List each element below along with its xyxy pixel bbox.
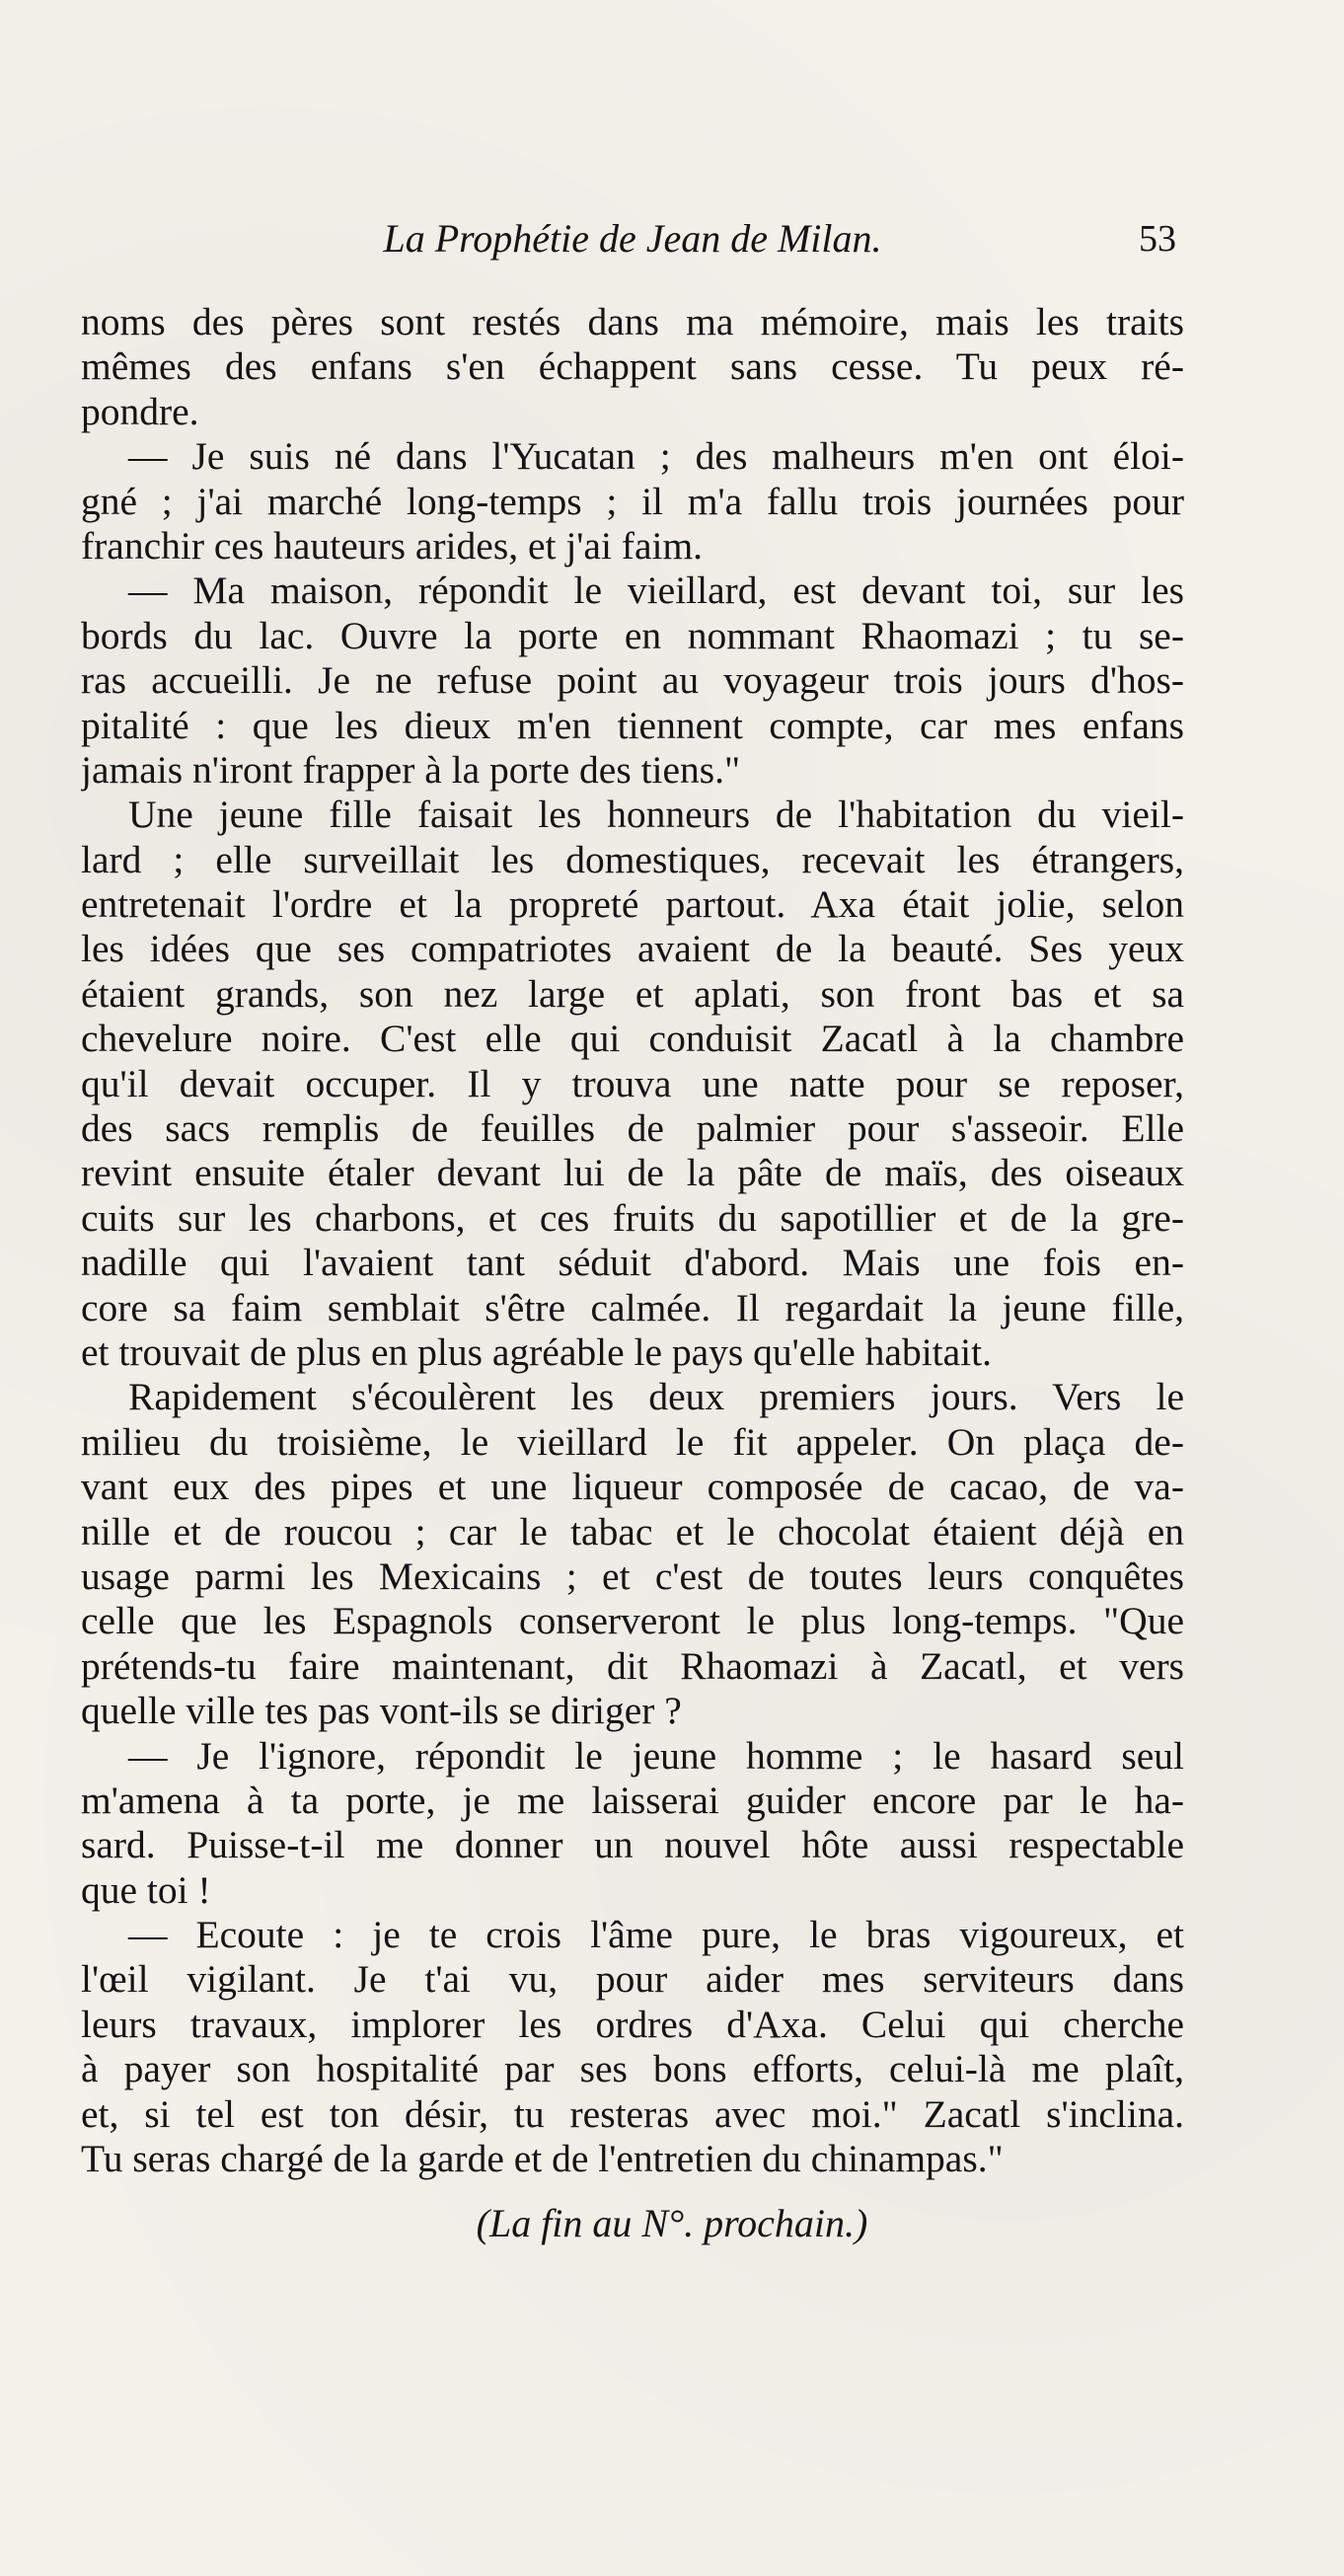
page-header (81, 209, 1184, 268)
text-line: Tu seras chargé de la garde et de l'entretien du chinampas." (81, 2137, 1004, 2181)
text-line: bords du lac. Ouvre la porte en nommant Rhaomazi ; tu se- (81, 613, 1184, 657)
text-line: quelle ville tes pas vont-ils se diriger ? (81, 1689, 682, 1733)
text-line: vant eux des pipes et une liqueur composée de cacao, de va- (81, 1465, 1184, 1509)
text-line: Une jeune fille faisait les honneurs de l'habitation du vieil- (128, 793, 1184, 837)
text-line: mêmes des enfans s'en échappent sans cesse. Tu peux ré- (81, 344, 1184, 389)
running-title: La Prophétie de Jean de Milan. (383, 216, 882, 261)
text-line: pondre. (81, 389, 199, 433)
text-line: celle que les Espagnols conserveront le plus long-temps. "Que (81, 1599, 1184, 1643)
text-line: à payer son hospitalité par ses bons efforts, celui-là me plaît, (81, 2047, 1184, 2091)
text-line: franchir ces hauteurs arides, et j'ai faim. (81, 523, 704, 568)
text-line: revint ensuite étaler devant lui de la pâte de maïs, des oiseaux (81, 1151, 1184, 1195)
text-line: entretenait l'ordre et la propreté partout. Axa était jolie, selon (81, 882, 1184, 927)
text-line: et trouvait de plus en plus agréable le pays qu'elle habitait. (81, 1329, 993, 1374)
text-line: cuits sur les charbons, et ces fruits du sapotillier et de la gre- (81, 1195, 1184, 1240)
text-line: que toi ! (81, 1867, 211, 1912)
page-number: 53 (1139, 218, 1176, 260)
text-line: des sacs remplis de feuilles de palmier pour s'asseoir. Elle (81, 1106, 1184, 1151)
text-line: — Je l'ignore, répondit le jeune homme ; le hasard seul (128, 1733, 1184, 1778)
text-line: pitalité : que les dieux m'en tiennent compte, car mes enfans (81, 703, 1184, 747)
text-line: — Je suis né dans l'Yucatan ; des malheurs m'en ont éloi- (128, 434, 1184, 479)
text-line: — Ecoute : je te crois l'âme pure, le bras vigoureux, et (128, 1913, 1184, 1957)
text-line: qu'il devait occuper. Il y trouva une natte pour se reposer, (81, 1061, 1184, 1105)
text-line: jamais n'iront frapper à la porte des tiens." (81, 747, 741, 792)
text-line: — Ma maison, répondit le vieillard, est devant toi, sur les (128, 568, 1184, 613)
text-line: ras accueilli. Je ne refuse point au voyageur trois jours d'hos- (81, 658, 1184, 703)
text-line: milieu du troisième, le vieillard le fit appeler. On plaça de- (81, 1419, 1184, 1464)
text-line: leurs travaux, implorer les ordres d'Axa. Celui qui cherche (81, 2002, 1184, 2046)
text-line: gné ; j'ai marché long-temps ; il m'a fallu trois journées pour (81, 479, 1184, 523)
text-line: nille et de roucou ; car le tabac et le chocolat étaient déjà en (81, 1509, 1184, 1553)
text-line: usage parmi les Mexicains ; et c'est de toutes leurs conquêtes (81, 1553, 1184, 1598)
text-line: Rapidement s'écoulèrent les deux premiers jours. Vers le (128, 1375, 1184, 1419)
text-line: prétends-tu faire maintenant, dit Rhaomazi à Zacatl, et vers (81, 1643, 1184, 1688)
text-line: l'œil vigilant. Je t'ai vu, pour aider mes serviteurs dans (81, 1957, 1184, 2002)
text-line: nadille qui l'avaient tant séduit d'abord. Mais une fois en- (81, 1241, 1184, 1285)
text-line: m'amena à ta porte, je me laisserai guider encore par le ha- (81, 1778, 1184, 1822)
text-line: lard ; elle surveillait les domestiques, recevait les étrangers, (81, 837, 1184, 881)
text-line: chevelure noire. C'est elle qui conduisit Zacatl à la chambre (81, 1017, 1184, 1061)
text-line: core sa faim semblait s'être calmée. Il regardait la jeune fille, (81, 1285, 1184, 1329)
text-line: les idées que ses compatriotes avaient de la beauté. Ses yeux (81, 927, 1184, 971)
text-line: et, si tel est ton désir, tu resteras avec moi." Zacatl s'inclina. (81, 2091, 1184, 2136)
text-line: sard. Puisse-t-il me donner un nouvel hôte aussi respectable (81, 1823, 1184, 1867)
text-line: étaient grands, son nez large et aplati, son front bas et sa (81, 971, 1184, 1016)
continuation-note: (La fin au N°. prochain.) (476, 2201, 868, 2245)
text-line: noms des pères sont restés dans ma mémoire, mais les traits (81, 300, 1184, 343)
body-text (81, 300, 1184, 2181)
